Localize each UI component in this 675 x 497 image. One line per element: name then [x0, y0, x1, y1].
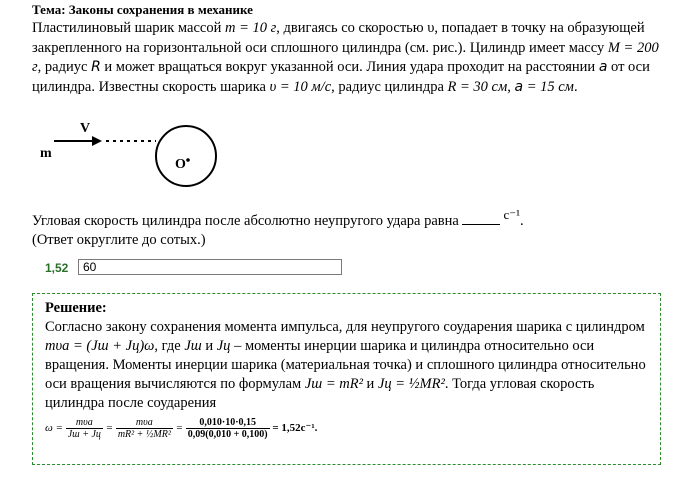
solution-text: и [201, 338, 217, 354]
fraction-2 [116, 417, 173, 440]
problem-part: . [573, 78, 578, 95]
distance-symbol: a [598, 59, 608, 75]
fraction-numerator: 0,010·10·0,15 [186, 417, 270, 429]
arrow-head-icon [92, 136, 102, 146]
problem-part: Пластилиновый шарик массой [32, 20, 225, 36]
problem-part: , радиус цилиндра [331, 78, 448, 95]
radius-value: R = 30 см [447, 78, 508, 95]
problem-part: , двигаясь со скоростью υ, попадает в точку на образующей закрепленного на горизонтальной оси сплошного цилиндра (см. рис.). Цилиндр имеет массу [32, 20, 645, 56]
unit-label: с⁻¹ [503, 207, 520, 222]
solution-box [32, 293, 661, 465]
ball-inertia-formula: Jш = mR² [304, 376, 363, 392]
radius-symbol: R [91, 59, 101, 75]
final-formula [45, 417, 648, 440]
mass-label: m [40, 146, 52, 161]
ball-inertia-symbol: Jш [184, 338, 202, 354]
fraction-denominator: mR² + ½MR² [117, 429, 171, 440]
fraction-1 [66, 417, 103, 440]
distance-value: = 15 см [526, 78, 574, 95]
velocity-label: V [80, 121, 91, 136]
fraction-denominator: 0,09(0,010 + 0,100) [187, 429, 268, 440]
fraction-3 [186, 417, 270, 440]
rounding-note: (Ответ округлите до сотых.) [32, 231, 206, 248]
answer-input[interactable]: 60 [78, 259, 342, 275]
problem-part: и может вращаться вокруг указанной оси. Линия удара проходит на расстоянии [100, 59, 599, 75]
problem-part: , [507, 78, 515, 95]
question-text [32, 205, 652, 250]
result-value: = 1,52с⁻¹. [272, 422, 318, 435]
problem-part: от оси цилиндра. Известны скорость шарика [32, 59, 650, 95]
solution-title: Решение: [45, 300, 107, 316]
cylinder-mass-value: M = 200 г [32, 39, 659, 75]
cylinder-inertia-symbol: Jц [216, 338, 231, 354]
solution-text: – моменты инерции шарика и цилиндра относительно оси вращения. Моменты инерции шарика (материальная точка) и сплошного цилиндра относительно оси вращения вычисляются по формулам [45, 338, 646, 392]
equals-sign: = [175, 422, 184, 435]
solution-text: Согласно закону сохранения момента импульса, для неупругого соударения шарика с цилиндром [45, 319, 645, 335]
omega-symbol: ω = [45, 422, 63, 435]
fraction-denominator: Jш + Jц [67, 429, 101, 440]
answer-blank [462, 212, 500, 225]
equals-sign: = [105, 422, 114, 435]
topic-heading: Тема: Законы сохранения в механике [32, 2, 253, 17]
velocity-value: υ = 10 м/с [269, 78, 332, 95]
fraction-numerator: mυa [116, 417, 173, 429]
question-sentence: Угловая скорость цилиндра после абсолютно неупругого удара равна [32, 212, 463, 229]
solution-body [45, 318, 648, 413]
solution-text: . Тогда угловая скорость цилиндра после соударения [45, 376, 595, 411]
distance-symbol: a [514, 78, 524, 95]
mass-value: m = 10 г [224, 20, 277, 36]
fraction-numerator: mυa [66, 417, 103, 429]
cylinder-circle [156, 126, 216, 186]
problem-text [32, 19, 662, 97]
momentum-equation: mυa = (Jш + Jц)ω [45, 338, 155, 354]
question-end: . [519, 212, 524, 229]
center-label: O [175, 157, 186, 172]
problem-part: , радиус [37, 59, 92, 75]
axis-point [186, 158, 190, 162]
solution-text: и [362, 376, 378, 392]
correct-answer-label: 1,52 [45, 261, 69, 275]
cylinder-inertia-formula: Jц = ½MR² [377, 376, 445, 392]
problem-figure [32, 118, 232, 198]
solution-text: , где [154, 338, 185, 354]
